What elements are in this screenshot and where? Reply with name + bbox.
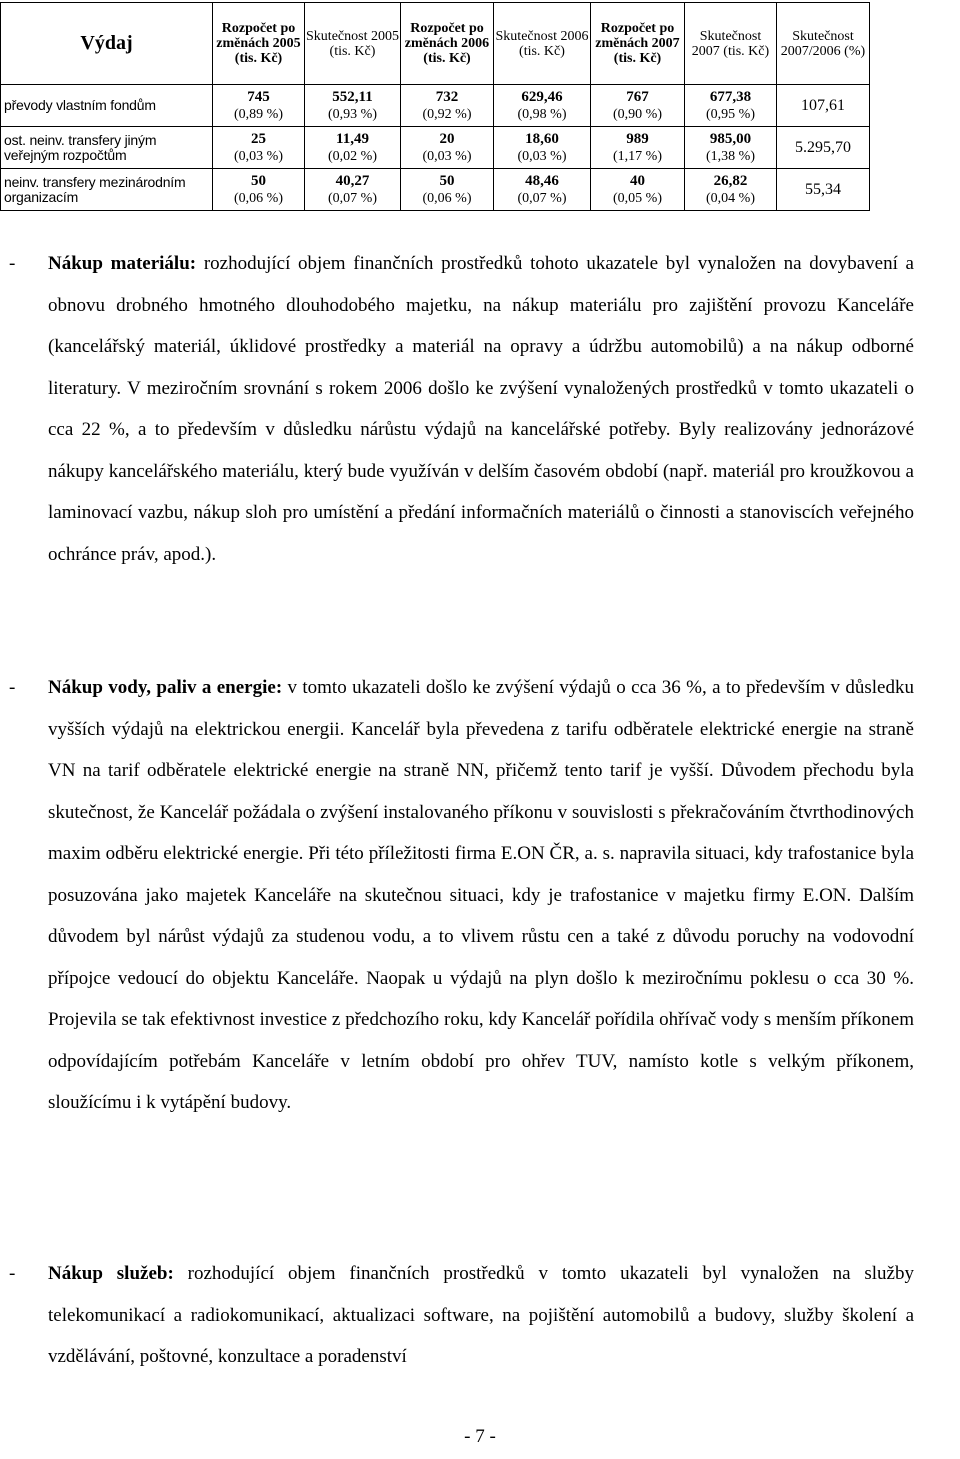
paragraph-services bbox=[0, 1253, 960, 1378]
cell-value: 40 bbox=[630, 172, 645, 189]
cell-value: 40,27 bbox=[335, 172, 370, 189]
data-cell bbox=[685, 127, 777, 169]
cell-value: 985,00 bbox=[709, 130, 752, 147]
table-header-row bbox=[1, 3, 959, 85]
header-cell: Rozpočet po změnách 2006 (tis. Kč) bbox=[401, 3, 494, 85]
header-cell: Skutečnost 2007 (tis. Kč) bbox=[685, 3, 777, 85]
data-cell bbox=[213, 169, 305, 211]
cell-percent: (0,07 %) bbox=[517, 190, 567, 206]
cell-value: 629,46 bbox=[521, 88, 563, 105]
header-cell: Skutečnost 2005 (tis. Kč) bbox=[305, 3, 401, 85]
data-cell bbox=[401, 85, 494, 127]
ratio-cell: 107,61 bbox=[777, 85, 870, 127]
header-cell: Rozpočet po změnách 2005 (tis. Kč) bbox=[213, 3, 305, 85]
cell-value: 767 bbox=[626, 88, 649, 105]
paragraph-body: v tomto ukazateli došlo ke zvýšení výdajů o cca 36 %, a to především v důsledku vyšších výdajů na elektrickou energii. Kancelář byla převedena z tarifu odběratele elektrické energie na straně VN na tarif odběratele elektrické energie na straně NN, přičemž tento tarif je vyšší. Důvodem přechodu byla skutečnost, že Kancelář požádala o zvýšení instalovaného příkonu v souvislosti s překračováním čtvrthodinových maxim odběru elektrické energie. Při této příležitosti firma E.ON ČR, a. s. napravila situaci, kdy trafostanice byla posuzována jako majetek Kanceláře na skutečnou situaci, kdy je trafostanice v majetku firmy E.ON. Dalším důvodem byl nárůst výdajů za studenou vodu, a to vlivem růstu cen a také z důvodu poruchy na vodovodní přípojce vedoucí do objektu Kanceláře. Naopak u výdajů na plyn došlo k meziročnímu poklesu o cca 30 %. Projevila se tak efektivnost investice z předchozího roku, kdy Kancelář pořídila ohřívač vody s menším příkonem odpovídajícím potřebám Kanceláře v letním období pro ohřev TUV, namísto kotle s velkým příkonem, sloužícímu i k vytápění budovy. bbox=[48, 677, 914, 1113]
paragraph-lead: Nákup materiálu: bbox=[48, 253, 197, 274]
cell-value: 989 bbox=[626, 130, 649, 147]
cell-percent: (0,92 %) bbox=[422, 106, 472, 122]
cell-percent: (0,07 %) bbox=[328, 190, 377, 206]
row-label: ost. neinv. transfery jiným veřejným rozpočtům bbox=[1, 127, 213, 169]
data-cell bbox=[591, 127, 685, 169]
cell-value: 20 bbox=[439, 130, 455, 147]
paragraph-material bbox=[0, 243, 960, 575]
data-cell bbox=[494, 169, 591, 211]
cell-value: 11,49 bbox=[336, 130, 369, 147]
table-row bbox=[1, 127, 959, 169]
paragraph-body: rozhodující objem finančních prostředků v tomto ukazateli byl vynaložen na služby telekomunikací a radiokomunikací, aktualizaci software, na pojištění automobilů a budovy, služby školení a vzdělávání, poštovné, konzultace a poradenství bbox=[48, 1263, 914, 1367]
paragraph-energy bbox=[0, 667, 960, 1124]
cell-percent: (0,03 %) bbox=[517, 148, 567, 164]
cell-percent: (0,95 %) bbox=[706, 106, 755, 122]
data-cell bbox=[685, 169, 777, 211]
bullet-dash: - bbox=[9, 677, 16, 698]
paragraph-body: rozhodující objem finančních prostředků tohoto ukazatele byl vynaložen na dovybavení a obnovu drobného hmotného dlouhodobého majetku, na nákup materiálu pro zajištění provozu Kanceláře (kancelářský materiál, úklidové prostředky a materiál na opravy a údržbu automobilů) a na nákup odborné literatury. V meziročním srovnání s rokem 2006 došlo ke zvýšení vynaložených prostředků v tomto ukazateli o cca 22 %, a to především v důsledku nárůstu výdajů na kancelářské potřeby. Byly realizovány jednorázové nákupy kancelářského materiálu, který bude využíván v delším časovém období (např. materiál pro kroužkovou a laminovací vazbu, nákup sloh pro umístění a předání informačních materiálů o činnosti a stanoviscích veřejného ochránce práv, apod.). bbox=[48, 253, 914, 565]
cell-percent: (0,06 %) bbox=[234, 190, 283, 206]
cell-value: 18,60 bbox=[525, 130, 559, 147]
cell-percent: (0,02 %) bbox=[328, 148, 377, 164]
page-number: - 7 - bbox=[464, 1426, 496, 1447]
cell-percent: (0,06 %) bbox=[422, 190, 472, 206]
cell-value: 26,82 bbox=[713, 172, 748, 189]
data-cell bbox=[305, 85, 401, 127]
data-cell bbox=[305, 127, 401, 169]
cell-value: 677,38 bbox=[709, 88, 752, 105]
text-section bbox=[0, 667, 960, 1124]
cell-percent: (0,03 %) bbox=[234, 148, 283, 164]
cell-value: 732 bbox=[435, 88, 459, 105]
cell-percent: (0,89 %) bbox=[234, 106, 283, 122]
cell-percent: (1,17 %) bbox=[613, 148, 662, 164]
table-row bbox=[1, 169, 959, 211]
corner-label: Výdaj bbox=[1, 3, 213, 85]
header-cell: Rozpočet po změnách 2007 (tis. Kč) bbox=[591, 3, 685, 85]
cell-percent: (0,04 %) bbox=[706, 190, 755, 206]
cell-percent: (1,38 %) bbox=[706, 148, 755, 164]
cell-value: 50 bbox=[439, 172, 455, 189]
ratio-cell: 5.295,70 bbox=[777, 127, 870, 169]
cell-value: 552,11 bbox=[332, 88, 373, 105]
cell-value: 48,46 bbox=[525, 172, 559, 189]
cell-percent: (0,03 %) bbox=[422, 148, 472, 164]
header-cell: Skutečnost 2007/2006 (%) bbox=[777, 3, 870, 85]
cell-percent: (0,98 %) bbox=[517, 106, 567, 122]
text-section bbox=[0, 1253, 960, 1378]
cell-percent: (0,90 %) bbox=[613, 106, 662, 122]
data-cell bbox=[494, 85, 591, 127]
data-cell bbox=[591, 169, 685, 211]
cell-value: 50 bbox=[251, 172, 266, 189]
row-label: neinv. transfery mezinárodním organizacím bbox=[1, 169, 213, 211]
cell-percent: (0,93 %) bbox=[328, 106, 377, 122]
table-row bbox=[1, 85, 959, 127]
cell-value: 25 bbox=[251, 130, 266, 147]
data-cell bbox=[305, 169, 401, 211]
paragraph-lead: Nákup vody, paliv a energie: bbox=[48, 677, 283, 698]
bullet-dash: - bbox=[9, 1263, 16, 1284]
expenditure-table bbox=[0, 2, 959, 211]
data-cell bbox=[213, 85, 305, 127]
data-cell bbox=[494, 127, 591, 169]
bullet-dash: - bbox=[9, 253, 16, 274]
cell-value: 745 bbox=[247, 88, 270, 105]
data-cell bbox=[591, 85, 685, 127]
ratio-cell: 55,34 bbox=[777, 169, 870, 211]
header-cell: Skutečnost 2006 (tis. Kč) bbox=[494, 3, 591, 85]
data-cell bbox=[213, 127, 305, 169]
data-cell bbox=[401, 127, 494, 169]
text-section bbox=[0, 243, 960, 575]
data-cell bbox=[401, 169, 494, 211]
cell-percent: (0,05 %) bbox=[613, 190, 662, 206]
paragraph-lead: Nákup služeb: bbox=[48, 1263, 174, 1284]
row-label: převody vlastním fondům bbox=[1, 85, 213, 127]
data-cell bbox=[685, 85, 777, 127]
